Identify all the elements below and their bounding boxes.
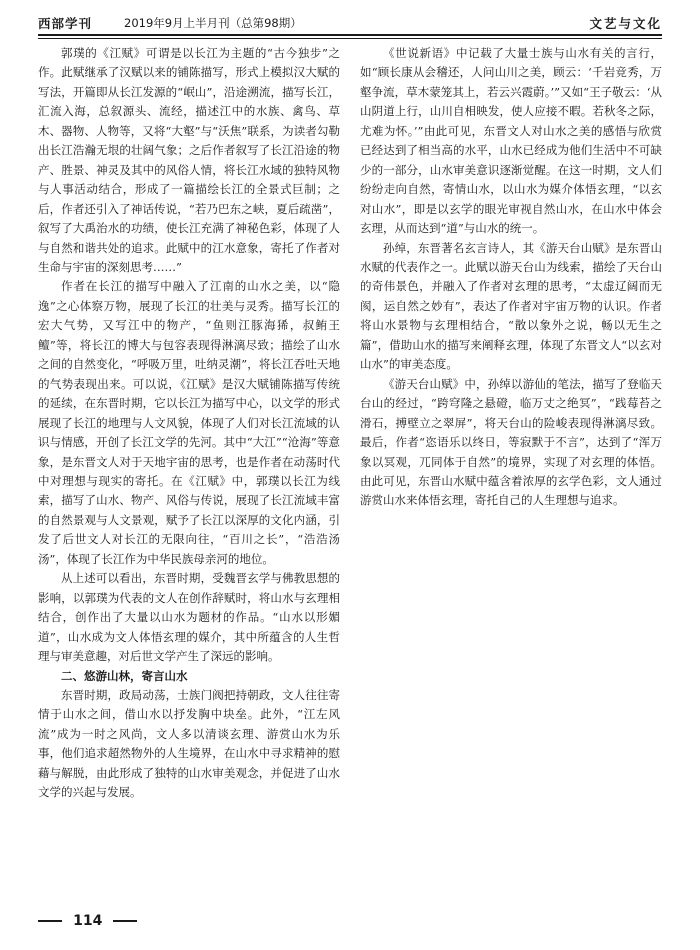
paragraph: 作者在长江的描写中融入了江南的山水之美，以“隐逸”之心体察万物，展现了长江的壮美与灵秀。描写长江的宏大气势，又写江中的物产，“鱼则江豚海狶，叔鲔王鳣”等，将长江的博大与包容表现得淋漓尽致；描绘了山水之间的自然变化，“呼吸万里，吐纳灵潮”，将长江吞吐天地的气势表现出来。可以说，《江赋》是汉大赋铺陈描写传统的延续，在东晋时期，它以长江为描写中心，以文学的形式展现了长江的地理与人文风貌，体现了人们对长江流域的认识与情感，开创了长江文学的先河。其中“大江”“沧海”等意象，是东晋文人对于天地宇宙的思考，也是作者在动荡时代中对理想与现实的寄托。在《江赋》中，郭璞以长江为线索，描写了山水、物产、风俗与传说，展现了长江流域丰富的自然景观与人文景观，赋予了长江以深厚的文化内涵，引发了后世文人对长江的无限向往，“百川之长”，“浩浩汤汤”，体现了长江作为中华民族母亲河的地位。 <box>38 279 340 566</box>
paragraph: 东晋时期，政局动荡，士族门阀把持朝政，文人往往寄情于山水之间，借山水以抒发胸中块垒。此外，“江左风流”成为一时之风尚，文人多以清谈玄理、游赏山水为乐事，他们追求超然物外的人生境界，在山水中寻求精神的慰藉与解脱，由此形成了独特的山水审美观念，并促进了山水文学的兴起与发展。 <box>38 687 340 800</box>
header-rule-thin <box>38 38 662 39</box>
section-title: 文艺与文化 <box>589 16 662 31</box>
section-heading: 二、悠游山林，寄言山水 <box>61 668 188 683</box>
footer-dash-left <box>38 920 62 922</box>
issue-info: 2019年9月上半月刊（总第98期） <box>124 16 302 30</box>
journal-title: 西部学刊 <box>38 16 93 31</box>
paragraph: 《世说新语》中记载了大量士族与山水有关的言行，如“顾长康从会稽还，人问山川之美，顾云：‘千岩竞秀，万壑争流，草木蒙笼其上，若云兴霞蔚。’”又如“王子敬云：‘从山阴道上行，山川自相映发，使人应接不暇。若秋冬之际，尤难为怀。’”由此可见，东晋文人对山水之美的感悟与欣赏已经达到了相当高的水平，山水已经成为他们生活中不可缺少的一部分，山水审美意识逐渐觉醒。在这一时期，文人们纷纷走向自然，寄情山水，以山水为媒介体悟玄理，“以玄对山水”，即是以玄学的眼光审视自然山水，在山水中体会玄理，从而达到“道”与山水的统一。 <box>360 46 662 236</box>
left-column <box>38 44 340 894</box>
paragraph: 郭璞的《江赋》可谓是以长江为主题的“古今独步”之作。此赋继承了汉赋以来的铺陈描写，形式上模拟汉大赋的写法，开篇即从长江发源的“岷山”，沿途溯流，描写长江，汇流入海，总叙源头、流经，描述江中的水族、禽鸟、草木、器物、人物等，又将“大壑”与“沃焦”联系，为读者勾勒出长江浩瀚无垠的壮阔气象；之后作者叙写了长江沿途的物产、胜景、神灵及其中的风俗人情，将长江水域的独特风物与人事活动结合，形成了一篇描绘长江的全景式巨制；之后，作者还引入了神话传说，“若乃巴东之峡，夏后疏凿”，叙写了大禹治水的功绩，使长江充满了神秘色彩，体现了人与自然和谐共处的追求。此赋中的江水意象，寄托了作者对生命与宇宙的深刻思考……” <box>38 46 340 274</box>
paragraph: 孙绰，东晋著名玄言诗人，其《游天台山赋》是东晋山水赋的代表作之一。此赋以游天台山为线索，描绘了天台山的奇伟景色，并融入了作者对玄理的思考，“太虚辽阔而无阂，运自然之妙有”，表达了作者对宇宙万物的认识。作者将山水景物与玄理相结合，“散以象外之说，畅以无生之篇”，借助山水的描写来阐释玄理，体现了东晋文人“以玄对山水”的审美态度。 <box>360 240 662 372</box>
article-body <box>38 44 662 894</box>
page-number: 114 <box>73 912 103 929</box>
header-rule-thick <box>38 34 662 36</box>
paragraph: 《游天台山赋》中，孙绰以游仙的笔法，描写了登临天台山的经过，“跨穹隆之悬磴，临万丈之绝冥”，“践莓苔之滑石，搏壁立之翠屏”，将天台山的险峻表现得淋漓尽致。最后，作者“恣语乐以终日，等寂默于不言”，达到了“浑万象以冥观，兀同体于自然”的境界，实现了对玄理的体悟。由此可见，东晋山水赋中蕴含着浓厚的玄学色彩，文人通过游赏山水来体悟玄理，寄托自己的人生理想与追求。 <box>360 376 662 508</box>
page-header <box>38 10 662 34</box>
right-column <box>360 44 662 894</box>
footer-dash-right <box>113 920 137 922</box>
paragraph: 从上述可以看出，东晋时期，受魏晋玄学与佛教思想的影响，以郭璞为代表的文人在创作辞赋时，将山水与玄理相结合，创作出了大量以山水为题材的作品。“山水以形媚道”，山水成为文人体悟玄理的媒介，其中所蕴含的人生哲理与审美意趣，对后世文学产生了深远的影响。 <box>38 571 340 664</box>
page-footer <box>38 910 238 936</box>
